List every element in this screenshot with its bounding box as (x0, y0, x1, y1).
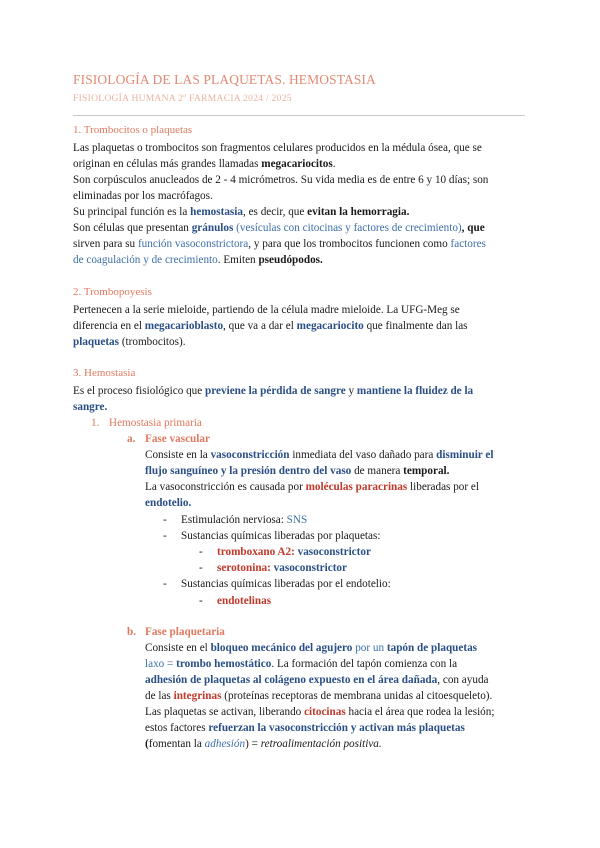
phase-b-line-4: de las integrinas (proteínas receptoras de membrana unidas al citoesqueleto). (145, 690, 493, 702)
bullet-nervous: Estimulación nerviosa: SNS (181, 514, 308, 526)
section-2-heading: 2. Trombopoyesis (73, 286, 152, 298)
s1-line-1: Las plaquetas o trombocitos son fragmentos celulares producidos en la médula ósea, que se (73, 142, 482, 154)
phase-a-line-2: flujo sanguíneo y la presión dentro del vaso de manera temporal. (145, 465, 450, 477)
s1-line-3: Son corpúsculos anucleados de 2 - 4 micrómetros. Su vida media es de entre 6 y 10 días; son (73, 174, 489, 186)
phase-b-line-7: (fomentan la adhesión) = retroalimentación positiva. (145, 738, 382, 750)
document-title: FISIOLOGÍA DE LAS PLAQUETAS. HEMOSTASIA (73, 72, 376, 87)
s1-line-2: originan en células más grandes llamadas megacariocitos. (73, 158, 336, 170)
phase-a-line-1: Consiste en la vasoconstricción inmediata del vaso dañado para disminuir el (145, 449, 494, 461)
bullet-dash: - (163, 514, 167, 526)
phase-b-title: Fase plaquetaria (145, 626, 225, 638)
phase-b-line-1: Consiste en el bloqueo mecánico del agujero por un tapón de plaquetas (145, 642, 478, 654)
phase-a-title: Fase vascular (145, 433, 210, 445)
s1-line-4: eliminadas por los macrófagos. (73, 190, 213, 202)
item-thromboxane: tromboxano A2: vasoconstrictor (217, 546, 371, 558)
s1-line-5: Su principal función es la hemostasia, es decir, que evitan la hemorragia. (73, 206, 410, 218)
bullet-endothelium-substances: Sustancias químicas liberadas por el endotelio: (181, 578, 391, 590)
s2-line-3: plaquetas (trombocitos). (73, 336, 186, 348)
title-divider (73, 115, 525, 116)
bullet-dash: - (199, 562, 203, 574)
bullet-platelet-substances: Sustancias químicas liberadas por plaquetas: (181, 530, 381, 542)
phase-b-line-5: Las plaquetas se activan, liberando citocinas hacia el área que rodea la lesión; (145, 706, 495, 718)
s3-line-2: sangre. (73, 401, 108, 413)
subsection-1-title: Hemostasia primaria (109, 417, 202, 429)
document-subtitle: FISIOLOGÍA HUMANA 2º FARMACIA 2024 / 2025 (73, 94, 292, 104)
bullet-dash: - (199, 595, 203, 607)
s2-line-2: diferencia en el megacarioblasto, que va a dar el megacariocito que finalmente dan las (73, 320, 468, 332)
phase-b-line-2: laxo = trombo hemostático. La formación del tapón comienza con la (145, 658, 458, 670)
bullet-dash: - (163, 530, 167, 542)
section-3-heading: 3. Hemostasia (73, 367, 136, 379)
phase-b-line-6: estos factores refuerzan la vasoconstricción y activan más plaquetas (145, 722, 465, 734)
s1-line-7: sirven para su función vasoconstrictora, y para que los trombocitos funcionen como factores (73, 238, 486, 250)
s3-line-1: Es el proceso fisiológico que previene la pérdida de sangre y mantiene la fluidez de la (73, 385, 474, 397)
subsection-1-number: 1. (91, 417, 100, 429)
bullet-dash: - (199, 546, 203, 558)
section-1-heading: 1. Trombocitos o plaquetas (73, 124, 193, 136)
s2-line-1: Pertenecen a la serie mieloide, partiendo de la célula madre mieloide. La UFG-Meg se (73, 304, 460, 316)
item-serotonin: serotonina: vasoconstrictor (217, 562, 347, 574)
phase-b-label: b. (127, 626, 137, 638)
s1-line-6: Son células que presentan gránulos (vesículas con citocinas y factores de crecimiento), que (73, 222, 485, 234)
bullet-dash: - (163, 578, 167, 590)
phase-a-label: a. (127, 433, 136, 445)
item-endothelins: endotelinas (217, 595, 272, 607)
phase-a-line-3: La vasoconstricción es causada por moléculas paracrinas liberadas por el (145, 481, 479, 493)
phase-a-line-4: endotelio. (145, 497, 192, 509)
s1-line-8: de coagulación y de crecimiento. Emiten pseudópodos. (73, 254, 323, 266)
phase-b-line-3: adhesión de plaquetas al colágeno expuesto en el área dañada, con ayuda (145, 674, 489, 686)
